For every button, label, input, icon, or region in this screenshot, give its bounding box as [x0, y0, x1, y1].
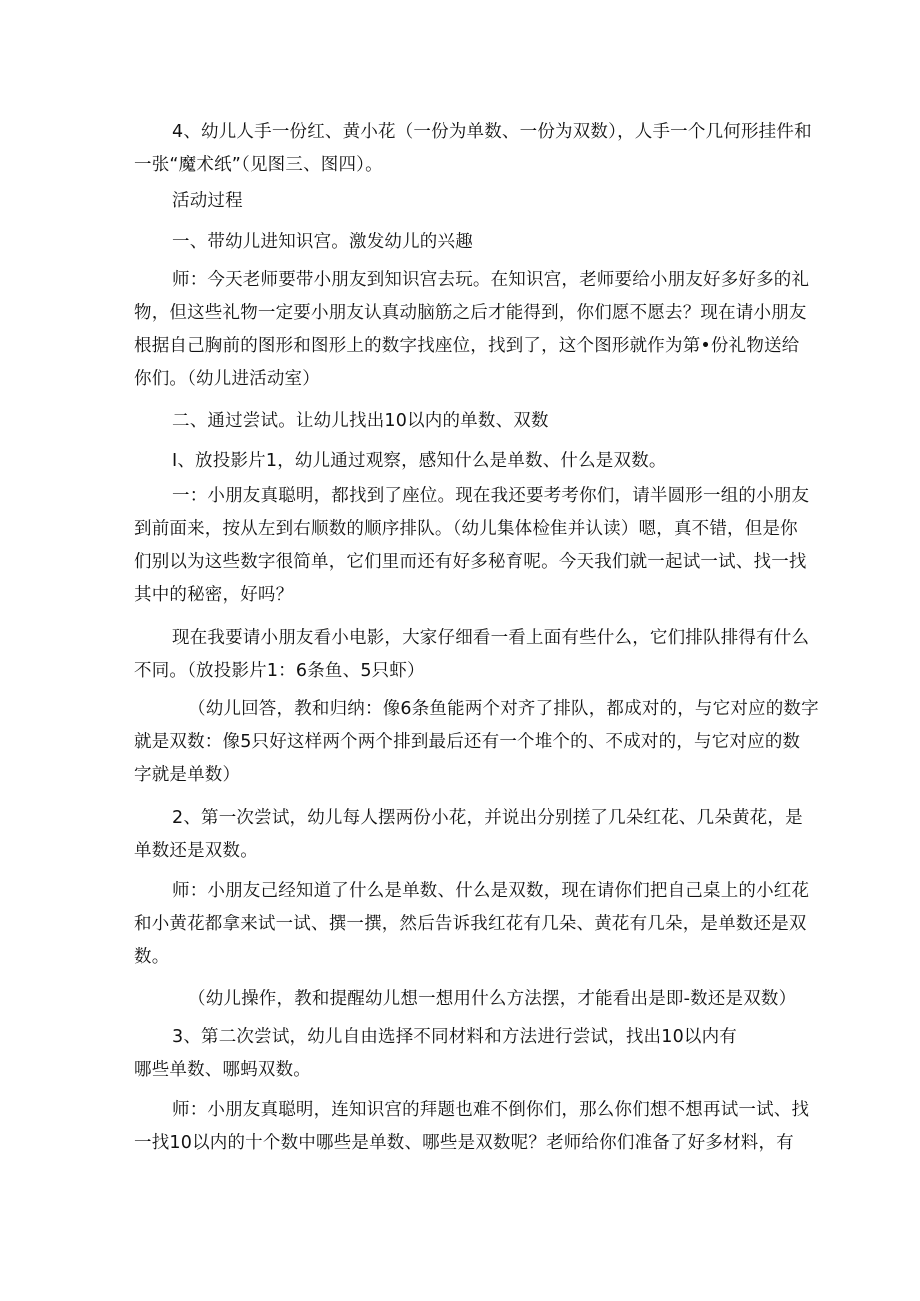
- paragraph-teacher-praise: [134, 480, 810, 612]
- text-line: 字就是单数）: [134, 765, 241, 785]
- text-line: 师：今天老师要带小朋友到知识宫去玩。在知识宫，老师要给小朋友好多好多的礼: [172, 270, 810, 290]
- paragraph-step-2: [134, 802, 803, 868]
- text-line: （幼儿操作，教和提醒幼儿想一想用什么方法摆，才能看出是即-数还是双数）: [188, 989, 797, 1009]
- paragraph-step-3: [134, 1021, 782, 1087]
- text-line: 一找10以内的十个数中哪些是单数、哪些是双数呢？老师给你们准备了好多材料，有: [134, 1133, 794, 1153]
- text-line: 师：小朋友真聪明，连知识宫的拜题也难不倒你们，那么你们想不想再试一试、找: [172, 1100, 810, 1120]
- paragraph-movie: [134, 622, 810, 688]
- text-line: 你们。（幼儿进活动室）: [134, 369, 320, 389]
- text-line: 单数还是双数。: [134, 841, 258, 861]
- text-line: 现在我要请小朋友看小电影，大家仔细看一看上面有些什么，它们排队排得有什么: [172, 628, 810, 648]
- text-line: 哪些单数、哪蚂双数。: [134, 1060, 311, 1080]
- paragraph-teacher-intro: [134, 264, 810, 396]
- text-line: 们别以为这些数字很简单，它们里而还有好多秘育呢。今天我们就一起试一试、找一找: [134, 552, 807, 572]
- text-line: 一张“魔术纸”（见图三、图四）。: [134, 155, 383, 175]
- text-line: 2、第一次尝试，幼儿每人摆两份小花，并说出分别搓了几朵红花、几朵黄花，是: [172, 808, 803, 828]
- paragraph-operation: [172, 983, 797, 1016]
- text-line: 其中的秘密，好吗？: [134, 585, 294, 605]
- text-line: I、放投影片1，幼儿通过观察，感知什么是单数、什么是双数。: [172, 451, 667, 471]
- heading-text: 活动过程: [172, 191, 243, 211]
- section-heading: [172, 226, 782, 259]
- text-line: 不同。（放投影片1：6条鱼、5只虾）: [134, 661, 425, 681]
- heading-text: 一、带幼儿进知识宫。激发幼儿的兴趣: [172, 232, 473, 252]
- paragraph-step-1: [172, 445, 782, 478]
- section-heading: [172, 405, 782, 438]
- text-line: 师：小朋友己经知道了什么是单数、什么是双数，现在请你们把自己桌上的小红花: [172, 881, 810, 901]
- paragraph-teacher-flowers: [134, 875, 810, 974]
- paragraph-teacher-materials: [134, 1094, 810, 1160]
- text-line: 到前面来，按从左到右顺数的顺序排队。（幼儿集体检隹并认读）嗯，真不错，但是你: [134, 519, 798, 539]
- text-line: 就是双数：像5只好这样两个两个排到最后还有一个堆个的、不成对的，与它对应的数: [134, 732, 801, 752]
- text-line: 4、幼儿人手一份红、黄小花（一份为单数、一份为双数），人手一个几何形挂件和: [172, 122, 812, 142]
- text-line: （幼儿回答，教和归纳：像6条鱼能两个对齐了排队，都成对的，与它对应的数字: [188, 699, 819, 719]
- text-line: 物，但这些礼物一定要小朋友认真动脑筋之后才能得到，你们愿不愿去？现在请小朋友: [134, 303, 807, 323]
- heading-text: 二、通过尝试。让幼儿找出10以内的单数、双数: [172, 411, 549, 431]
- text-line: 一：小朋友真聪明，都找到了座位。现在我还要考考你们，请半圆形一组的小朋友: [172, 486, 810, 506]
- text-line: 数。: [134, 947, 170, 967]
- paragraph-summary: [134, 693, 819, 792]
- text-line: 根据自己胸前的图形和图形上的数字找座位，找到了，这个图形就作为第•份礼物送给: [134, 336, 800, 356]
- text-line: 和小黄花都拿来试一试、撰一撰，然后告诉我红花有几朵、黄花有几朵，是单数还是双: [134, 914, 807, 934]
- paragraph-materials: [134, 116, 812, 182]
- section-heading: [172, 185, 782, 218]
- text-line: 3、第二次尝试，幼儿自由选择不同材料和方法进行尝试，找出10以内有: [172, 1027, 737, 1047]
